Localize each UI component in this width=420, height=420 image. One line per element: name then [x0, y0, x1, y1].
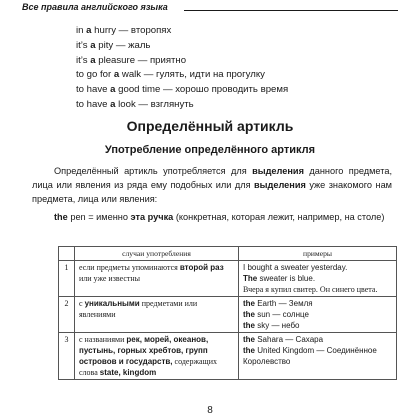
usage-examples	[239, 297, 397, 333]
usage-table	[58, 246, 397, 380]
table-header-row	[59, 247, 397, 261]
example-text: Sahara — Сахара	[255, 335, 324, 344]
usage-text: с	[79, 299, 85, 308]
example-article: the	[243, 310, 255, 319]
example-article: the	[243, 346, 255, 355]
example-line: I bought a sweater yesterday.	[243, 263, 348, 272]
example-emphasis: эта ручка	[130, 212, 174, 222]
phrase-item	[76, 83, 288, 98]
example-article: the	[243, 335, 255, 344]
rule-emphasis: выделения	[252, 166, 304, 176]
article-a: a	[90, 54, 96, 66]
phrase-item	[76, 98, 288, 113]
example-article: the	[54, 212, 68, 222]
phrase-item	[76, 68, 288, 83]
running-header	[22, 2, 398, 16]
rule-text-part: данного предмета, лица или явления из ряда ему подобных или для	[32, 166, 392, 190]
phrase-item	[76, 39, 288, 54]
usage-emphasis: уникальными	[84, 299, 140, 308]
rule-emphasis: выделения	[254, 180, 306, 190]
phrase-item	[76, 54, 288, 69]
table-row	[59, 333, 397, 380]
usage-emphasis: state, kingdom	[99, 368, 157, 377]
book-title: Все правила английского языка	[22, 2, 168, 12]
example-line	[243, 334, 392, 345]
row-number: 1	[59, 261, 75, 297]
example-text: sky — небо	[255, 321, 300, 330]
column-header-num	[59, 247, 75, 261]
usage-case	[75, 333, 239, 380]
example-line	[243, 273, 392, 284]
row-number: 2	[59, 297, 75, 333]
phrase-rest: look — взглянуть	[115, 98, 194, 110]
example-article: The	[243, 274, 258, 283]
example-line	[243, 298, 392, 309]
page-number: 8	[207, 405, 213, 416]
usage-case	[75, 261, 239, 297]
usage-text: или уже известны	[79, 274, 141, 283]
phrase-rest: pity — жаль	[95, 39, 151, 51]
rule-example	[32, 210, 392, 224]
usage-text: с названиями	[79, 335, 127, 344]
rule-text-part: Определённый артикль употребляется для	[54, 166, 253, 176]
usage-emphasis: второй раз	[179, 263, 224, 272]
example-article: the	[243, 321, 255, 330]
example-text: Earth — Земля	[255, 299, 313, 308]
usage-case	[75, 297, 239, 333]
rule-text	[32, 164, 392, 206]
example-article: the	[243, 299, 255, 308]
article-a: a	[110, 98, 116, 110]
phrase-list	[76, 24, 288, 113]
example-text: sweater is blue.	[257, 274, 316, 283]
example-translation: Вчера я купил свитер. Он синего цвета.	[243, 285, 378, 294]
article-a: a	[110, 84, 116, 96]
example-text: sun — солнце	[255, 310, 309, 319]
usage-examples	[239, 333, 397, 380]
header-rule	[184, 10, 398, 11]
phrase-rest: pleasure — приятно	[95, 54, 187, 66]
phrase-rest: hurry — второпях	[91, 25, 172, 36]
section-title: Определённый артикль	[126, 118, 294, 134]
usage-emphasis: рек, морей, океанов, пустынь, горных хребтов, групп островов и государств,	[79, 335, 209, 366]
article-a: a	[86, 25, 92, 36]
example-text: (конкретная, которая лежит, например, на столе)	[173, 212, 385, 222]
phrase-rest: good time — хорошо проводить время	[115, 84, 289, 96]
column-header-cases: случаи употребления	[75, 247, 239, 261]
article-a: a	[113, 69, 120, 81]
example-line	[243, 309, 392, 320]
section-subtitle: Употребление определённого артикля	[104, 144, 316, 156]
usage-text: содержащих слова	[79, 357, 217, 377]
table-row	[59, 261, 397, 297]
phrase-item	[76, 24, 288, 39]
row-number: 3	[59, 333, 75, 380]
example-text: United Kingdom — Соединённое Королевство	[243, 346, 377, 366]
example-line	[243, 320, 392, 331]
example-line	[243, 345, 392, 367]
usage-text: если предметы упоминаются	[79, 263, 180, 272]
table-row	[59, 297, 397, 333]
usage-text: предметами или явлениями	[79, 299, 198, 319]
rule-paragraph	[32, 164, 392, 224]
rule-text-part: уже знакомого нам предмета, лица или явления:	[32, 180, 392, 204]
article-a: a	[90, 39, 96, 51]
usage-examples	[239, 261, 397, 297]
phrase-prefix: to go for	[76, 69, 114, 81]
phrase-prefix: it’s	[76, 54, 91, 66]
example-text: pen = именно	[67, 212, 131, 222]
column-header-examples: примеры	[239, 247, 397, 261]
phrase-prefix: to have	[76, 84, 111, 96]
phrase-prefix: in	[76, 25, 87, 36]
phrase-prefix: it’s	[76, 39, 91, 51]
phrase-rest: walk — гулять, идти на прогулку	[119, 69, 265, 81]
phrase-prefix: to have	[76, 98, 111, 110]
